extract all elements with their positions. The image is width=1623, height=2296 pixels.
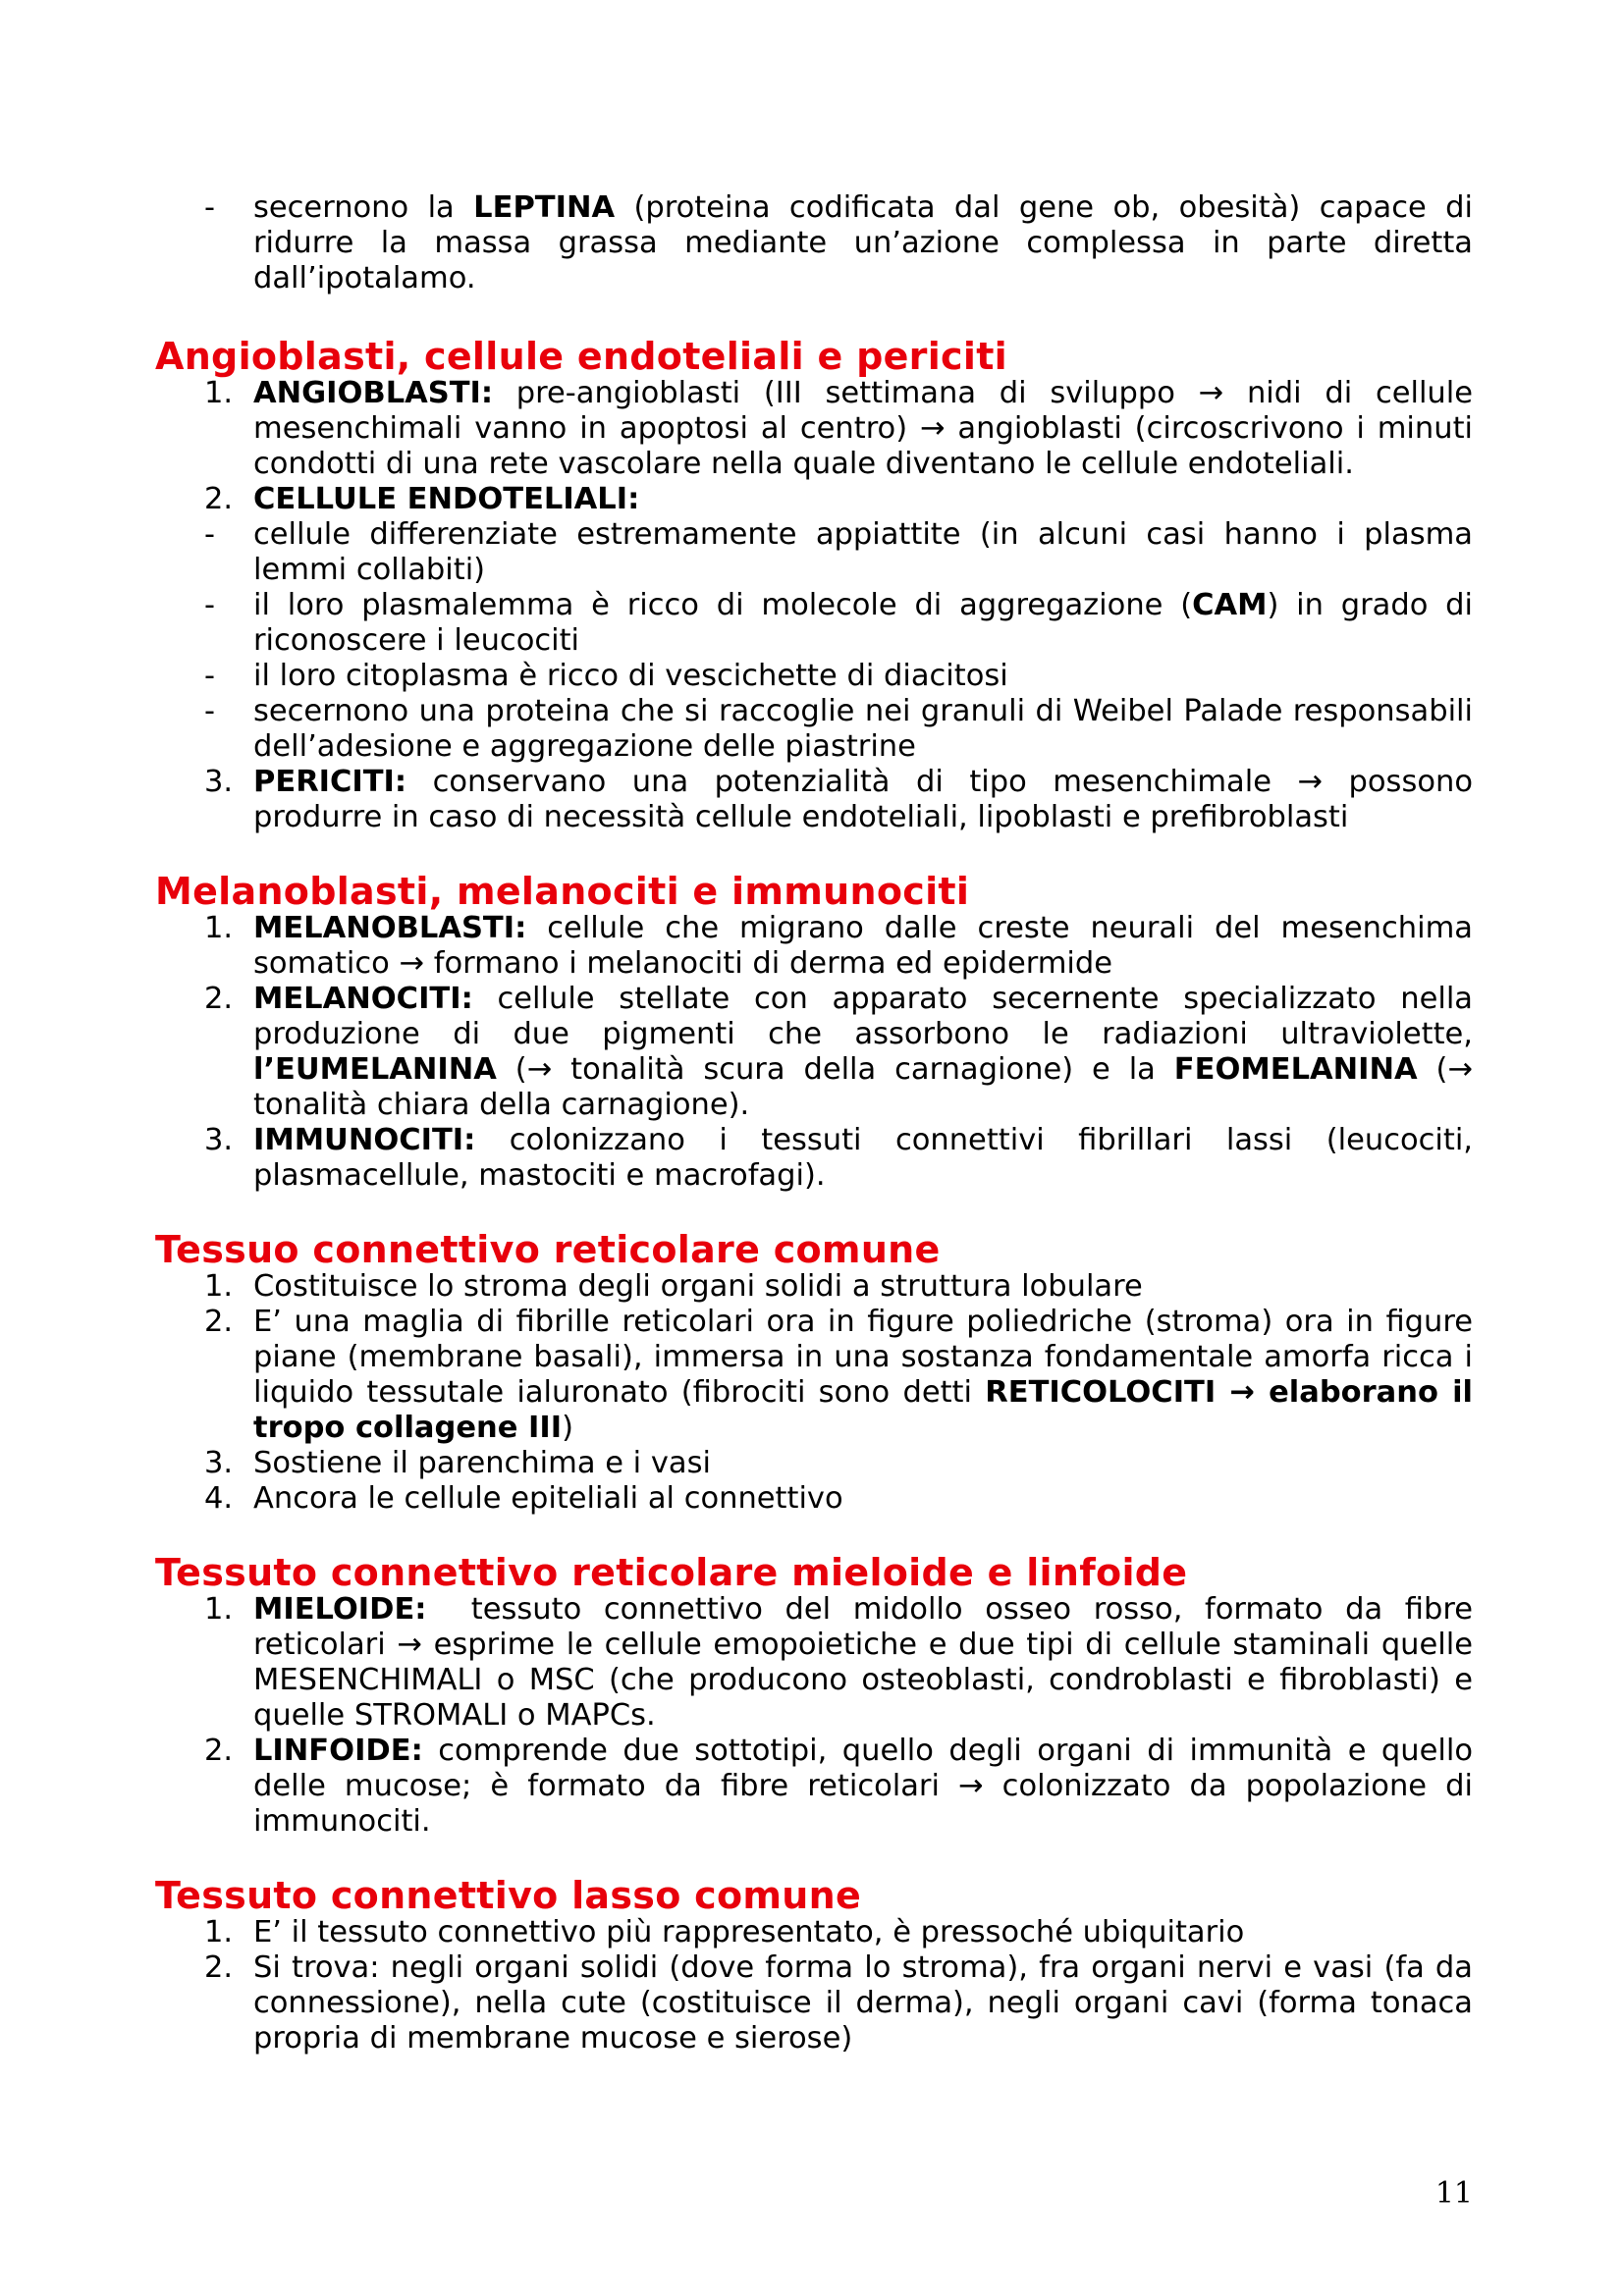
list-number: 2. (204, 482, 234, 516)
list-number: 3. (204, 1446, 234, 1480)
section-heading: Tessuo connettivo reticolare comune (155, 1228, 941, 1271)
list-item: 3. Sostiene il parenchima e i vasi (155, 1446, 1473, 1481)
list-item: 2. E’ una maglia di fibrille reticolari ora in figure poliedriche (stroma) ora in figure piane (membrane basali), immersa in una sostanza fondamentale amorfa ricca i liquido tessutale ialuronato (fibrociti sono detti RETICOLOCITI → elaborano il tropo collagene III) (155, 1305, 1473, 1446)
section-heading: Melanoblasti, melanociti e immunociti (155, 870, 970, 913)
section-heading: Tessuto connettivo reticolare mieloide e linfoide (155, 1551, 1188, 1594)
list-item: 2. CELLULE ENDOTELIALI: (155, 482, 1473, 517)
dash-marker: - (204, 190, 216, 225)
dash-marker: - (204, 588, 216, 622)
page-number: 11 (1434, 2176, 1473, 2211)
list-item: - secernono una proteina che si raccoglie nei granuli di Weibel Palade responsabili dell’adesione e aggregazione delle piastrine (155, 694, 1473, 765)
list-item: 2. LINFOIDE: comprende due sottotipi, quello degli organi di immunità e quello delle mucose; è formato da fibre reticolari → colonizzato da popolazione di immunociti. (155, 1734, 1473, 1840)
list-item: 1. E’ il tessuto connettivo più rappresentato, è pressoché ubiquitario (155, 1915, 1473, 1950)
list-item: 1. ANGIOBLASTI: pre-angioblasti (III settimana di sviluppo → nidi di cellule mesenchimali vanno in apoptosi al centro) → angioblasti (circoscrivono i minuti condotti di una rete vascolare nella quale diventano le cellule endoteliali. (155, 376, 1473, 482)
list-number: 2. (204, 1305, 234, 1339)
list-item: - il loro plasmalemma è ricco di molecole di aggregazione (CAM) in grado di riconoscere i leucociti (155, 588, 1473, 659)
list-item: 2. Si trova: negli organi solidi (dove forma lo stroma), fra organi nervi e vasi (fa da connessione), nella cute (costituisce il derma), negli organi cavi (forma tonaca propria di membrane mucose e sierose) (155, 1950, 1473, 2056)
list-number: 1. (204, 911, 234, 945)
list-item: 1. MIELOIDE: tessuto connettivo del midollo osseo rosso, formato da fibre reticolari → esprime le cellule emopoietiche e due tipi di cellule staminali quelle MESENCHIMALI o MSC (che producono osteoblasti, condroblasti e fibroblasti) e quelle STROMALI o MAPCs. (155, 1592, 1473, 1734)
list-number: 4. (204, 1481, 234, 1516)
list-number: 1. (204, 1915, 234, 1949)
list-number: 2. (204, 1950, 234, 1985)
list-number: 3. (204, 765, 234, 799)
list-item: 1. Costituisce lo stroma degli organi solidi a struttura lobulare (155, 1269, 1473, 1305)
section-heading: Angioblasti, cellule endoteliali e periciti (155, 335, 1007, 378)
list-number: 1. (204, 1269, 234, 1304)
dash-marker: - (204, 694, 216, 728)
list-item: 4. Ancora le cellule epiteliali al connettivo (155, 1481, 1473, 1517)
list-number: 1. (204, 1592, 234, 1627)
list-item: - secernono la LEPTINA (proteina codificata dal gene ob, obesità) capace di ridurre la massa grassa mediante un’azione complessa in parte diretta dall’ipotalamo. (155, 190, 1473, 296)
list-item: - cellule differenziate estremamente appiattite (in alcuni casi hanno i plasma lemmi collabiti) (155, 517, 1473, 588)
list-number: 1. (204, 376, 234, 410)
list-item: 1. MELANOBLASTI: cellule che migrano dalle creste neurali del mesenchima somatico → formano i melanociti di derma ed epidermide (155, 911, 1473, 982)
list-number: 2. (204, 1734, 234, 1768)
list-item: 2. MELANOCITI: cellule stellate con apparato secernente specializzato nella produzione di due pigmenti che assorbono le radiazioni ultraviolette, l’EUMELANINA (→ tonalità scura della carnagione) e la FEOMELANINA (→ tonalità chiara della carnagione). (155, 982, 1473, 1123)
list-item: 3. PERICITI: conservano una potenzialità di tipo mesenchimale → possono produrre in caso di necessità cellule endoteliali, lipoblasti e prefibroblasti (155, 765, 1473, 835)
list-number: 3. (204, 1123, 234, 1157)
dash-marker: - (204, 659, 216, 693)
list-item: 3. IMMUNOCITI: colonizzano i tessuti connettivi fibrillari lassi (leucociti, plasmacellule, mastociti e macrofagi). (155, 1123, 1473, 1194)
list-number: 2. (204, 982, 234, 1016)
list-item: - il loro citoplasma è ricco di vescichette di diacitosi (155, 659, 1473, 694)
term-leptina: LEPTINA (473, 190, 616, 225)
page-content (155, 190, 1483, 2056)
section-heading: Tessuto connettivo lasso comune (155, 1874, 862, 1917)
dash-marker: - (204, 517, 216, 552)
